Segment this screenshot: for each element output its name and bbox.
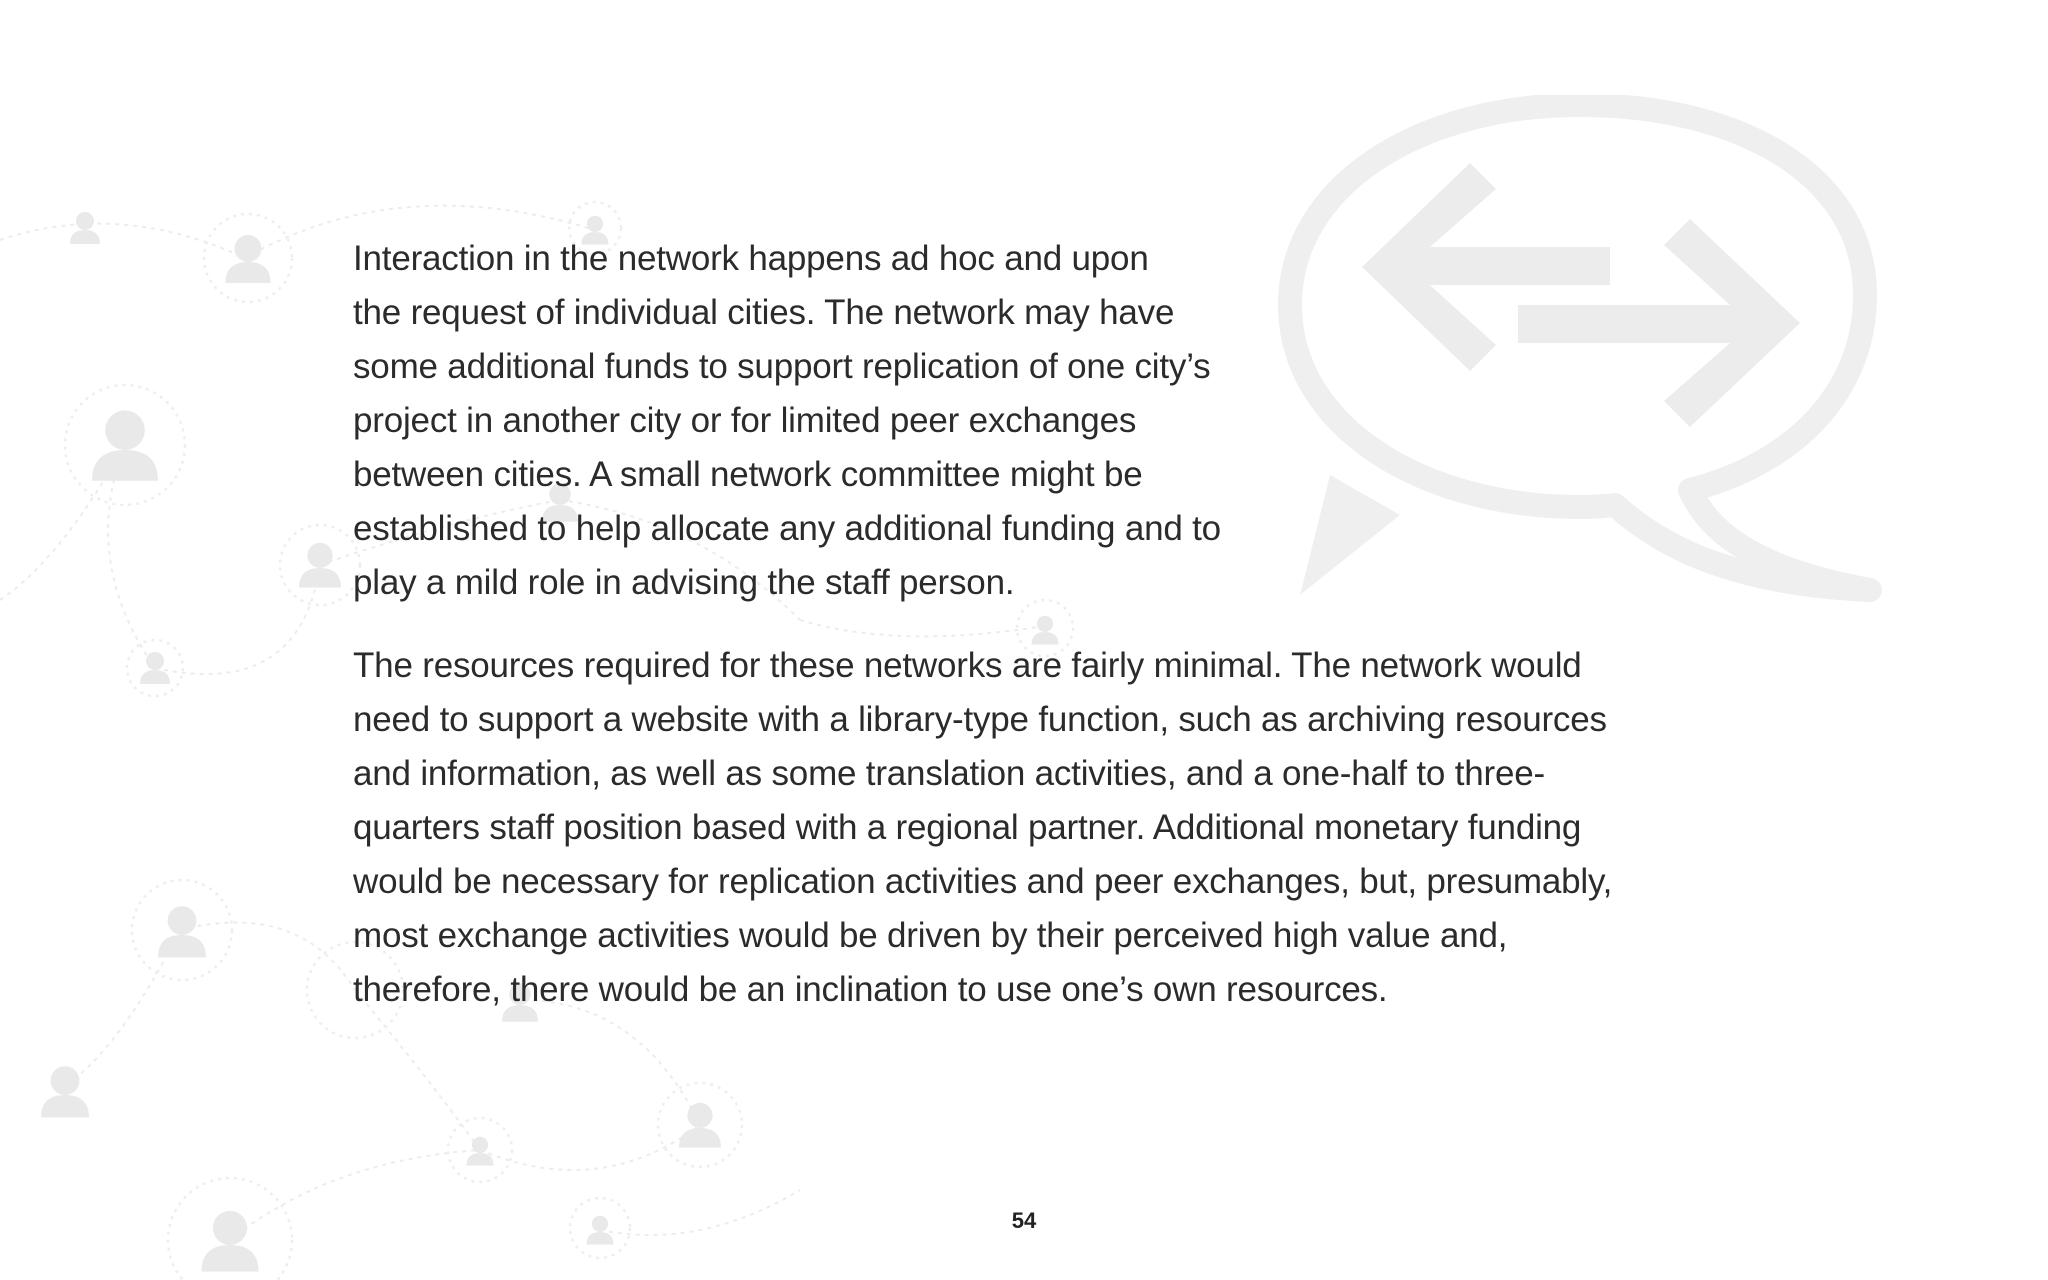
paragraph-1-line: the request of individual cities. The network may have [353, 293, 1175, 332]
paragraph-1-line: play a mild role in advising the staff person. [353, 563, 1015, 602]
paragraph-2-line: need to support a website with a library-type function, such as archiving resources [353, 700, 1607, 739]
paragraph-2-line: quarters staff position based with a regional partner. Additional monetary funding [353, 808, 1582, 847]
paragraph-1-line: between cities. A small network committee might be [353, 455, 1143, 494]
paragraph-2-line: and information, as well as some translation activities, and a one-half to three- [353, 754, 1545, 793]
paragraph-1-line: some additional funds to support replication of one city’s [353, 347, 1211, 386]
paragraph-1-line: Interaction in the network happens ad hoc and upon [353, 239, 1149, 278]
paragraph-2-line: therefore, there would be an inclination to use one’s own resources. [353, 970, 1388, 1009]
paragraph-1 [353, 232, 1333, 610]
page-number: 54 [1011, 1208, 1037, 1233]
paragraph-2-line: The resources required for these networks are fairly minimal. The network would [353, 646, 1582, 685]
paragraph-2 [353, 639, 1683, 1017]
paragraph-1-line: project in another city or for limited peer exchanges [353, 401, 1137, 440]
speech-bubble-exchange-arrows-icon [1270, 95, 1890, 605]
paragraph-2-line: most exchange activities would be driven by their perceived high value and, [353, 916, 1508, 955]
paragraph-2-line: would be necessary for replication activities and peer exchanges, but, presumably, [353, 862, 1613, 901]
paragraph-1-line: established to help allocate any additional funding and to [353, 509, 1221, 548]
